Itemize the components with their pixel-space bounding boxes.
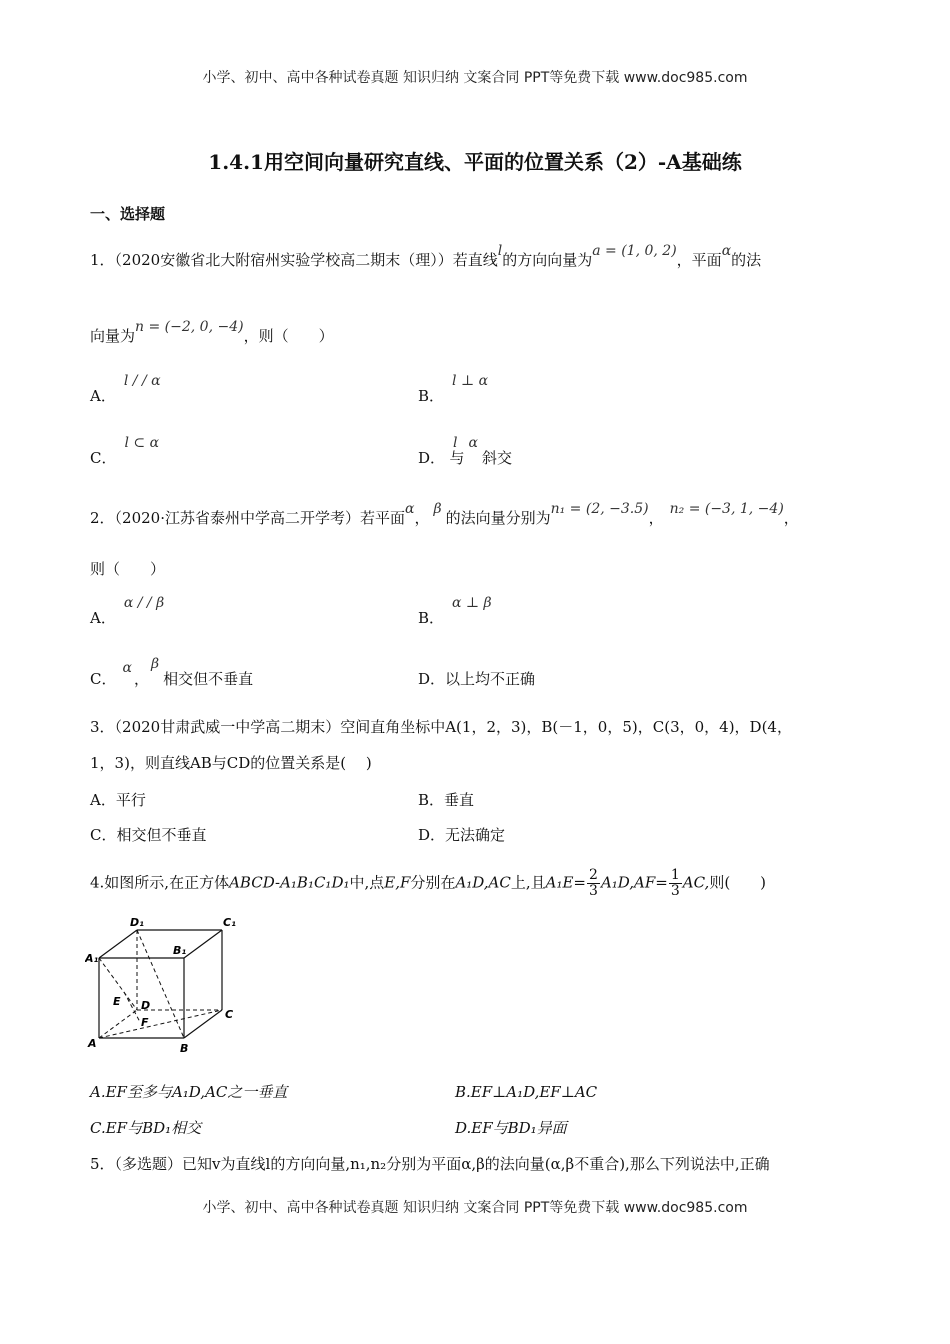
question-3-line2: 1，3)，则直线AB与CD的位置关系是( ): [90, 754, 372, 772]
question-1-line1: 1．（2020安徽省北大附宿州实验学校高二期末（理））若直线l的方向向量为a = (1, 0, 2)，平面α的法: [90, 243, 762, 269]
question-2-line1: 2．（2020·江苏省泰州中学高二开学考）若平面α， β 的法向量分别为n₁ = (2, −3.5)， n₂ = (−3, 1, −4)，: [90, 501, 799, 527]
q1-option-b[interactable]: B．l ⊥ α: [418, 373, 489, 405]
q3-option-b[interactable]: B．垂直: [418, 791, 475, 809]
label-a: A: [88, 1037, 97, 1050]
q1-option-c[interactable]: C．l ⊂ α: [90, 435, 160, 467]
page-title: 1.4.1用空间向量研究直线、平面的位置关系（2）-A基础练: [208, 150, 742, 174]
label-a1: A₁: [85, 952, 99, 965]
page-footer: 小学、初中、高中各种试卷真题 知识归纳 文案合同 PPT等免费下载 www.doc985.com: [202, 1200, 748, 1216]
question-3-line1: 3．（2020甘肃武威一中学高二期末）空间直角坐标中A(1，2，3)，B(－1，0，5)，C(3，0，4)，D(4，: [90, 718, 792, 736]
question-1-line2: 向量为n = (−2, 0, −4)，则（ ）: [90, 319, 334, 345]
q3-option-d[interactable]: D．无法确定: [418, 826, 506, 844]
q2-option-d[interactable]: D．以上均不正确: [418, 670, 536, 688]
section-heading: 一、选择题: [90, 205, 166, 223]
label-d1: D₁: [130, 916, 144, 929]
label-b: B: [180, 1042, 189, 1055]
fraction-one-third: $\frac{1}{3}$: [670, 867, 680, 899]
label-d: D: [141, 999, 151, 1012]
q4-option-d[interactable]: D.EF与BD₁异面: [455, 1119, 567, 1137]
question-2-line2: 则（ ）: [90, 560, 166, 578]
question-4-stem: 4.如图所示,在正方体ABCD-A₁B₁C₁D₁中,点E,F分别在A₁D,AC上,且A₁E= $\frac{2}{3}$ A₁D,AF= $\frac{1}{3}$ AC,则( ): [90, 867, 767, 899]
question-5-line1: 5．（多选题）已知v为直线l的方向向量,n₁,n₂分别为平面α,β的法向量(α,β不重合),那么下列说法中,正确: [90, 1155, 770, 1173]
q2-option-b[interactable]: B．α ⊥ β: [418, 595, 492, 627]
q4-option-b[interactable]: B.EF⊥A₁D,EF⊥AC: [455, 1083, 598, 1101]
q2-option-c[interactable]: C．α，β相交但不垂直: [90, 656, 254, 688]
q1-option-d[interactable]: D．l与α斜交: [418, 435, 513, 467]
fraction-two-thirds: $\frac{2}{3}$: [589, 867, 598, 899]
cube-diagram: [85, 912, 245, 1057]
label-c: C: [225, 1008, 234, 1021]
q2-option-a[interactable]: A．α / / β: [90, 595, 165, 627]
label-f: F: [141, 1016, 149, 1029]
q4-option-c[interactable]: C.EF与BD₁相交: [90, 1119, 202, 1137]
q4-option-a[interactable]: A.EF至多与A₁D,AC之一垂直: [90, 1083, 288, 1101]
page-header: 小学、初中、高中各种试卷真题 知识归纳 文案合同 PPT等免费下载 www.doc985.com: [202, 70, 748, 86]
label-e: E: [113, 995, 121, 1008]
label-b1: B₁: [173, 944, 187, 957]
q3-option-a[interactable]: A．平行: [90, 791, 146, 809]
q1-option-a[interactable]: A．l / / α: [90, 373, 161, 405]
q3-option-c[interactable]: C．相交但不垂直: [90, 826, 207, 844]
label-c1: C₁: [223, 916, 236, 929]
